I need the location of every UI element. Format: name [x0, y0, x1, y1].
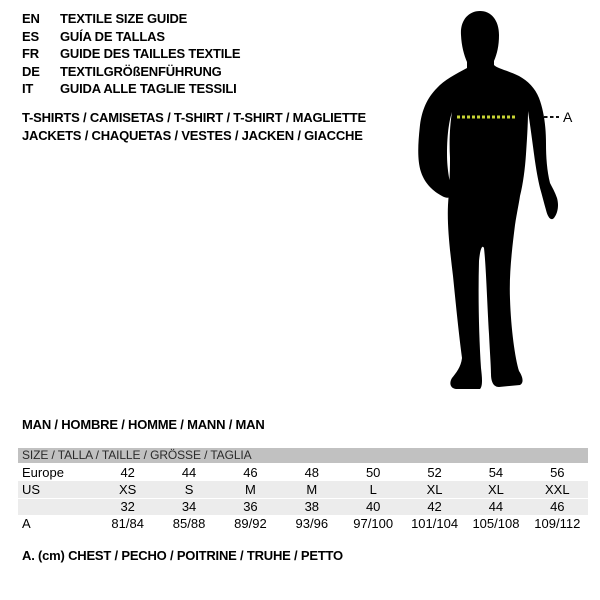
language-code: DE [22, 63, 40, 79]
size-value: M [245, 482, 256, 497]
gender-line: MAN / HOMBRE / HOMME / MANN / MAN [22, 417, 265, 432]
size-value: XS [119, 482, 137, 497]
size-value: 81/84 [111, 516, 144, 531]
size-value: 32 [120, 499, 135, 514]
measurement-note: A. (cm) CHEST / PECHO / POITRINE / TRUHE / PETTO [22, 548, 343, 563]
row-label: US [22, 482, 41, 497]
language-label: GUÍA DE TALLAS [60, 28, 165, 44]
language-list [22, 10, 240, 98]
size-value: 40 [365, 499, 381, 514]
size-value: S [184, 482, 194, 497]
language-row [22, 80, 240, 98]
size-value: 85/88 [172, 516, 206, 531]
language-row [22, 28, 240, 46]
measure-label-a: A [563, 109, 573, 125]
category-jackets: JACKETS / CHAQUETAS / VESTES / JACKEN / GIACCHE [22, 128, 363, 143]
size-value: XL [487, 482, 504, 497]
table-row-us [18, 481, 588, 498]
language-row [22, 45, 240, 63]
man-silhouette-shape [418, 11, 558, 389]
table-row-chest-a [18, 515, 588, 532]
language-label: TEXTILGRÖßENFÜHRUNG [60, 63, 222, 79]
size-value: 48 [304, 465, 320, 480]
size-value: XL [426, 482, 443, 497]
size-value: 97/100 [353, 516, 394, 531]
language-code: ES [22, 28, 39, 44]
table-row-europe [18, 464, 588, 481]
size-value: 89/92 [234, 516, 267, 531]
size-value: 46 [243, 465, 258, 480]
row-label [18, 499, 97, 515]
size-value: M [306, 482, 318, 497]
language-row [22, 63, 240, 81]
man-silhouette-svg [395, 0, 600, 412]
size-value: 46 [550, 499, 565, 514]
size-table [18, 448, 588, 532]
language-code: FR [22, 46, 39, 61]
language-code: EN [22, 11, 40, 26]
language-label: GUIDE DES TAILLES TEXTILE [60, 46, 241, 61]
language-label: TEXTILE SIZE GUIDE [60, 11, 188, 26]
size-value: 42 [120, 465, 135, 480]
garment-categories [22, 109, 366, 145]
man-silhouette-figure [395, 0, 600, 412]
size-value: L [369, 482, 377, 497]
size-value: 50 [365, 465, 381, 480]
row-label: A [22, 516, 31, 531]
size-value: 34 [181, 499, 197, 514]
size-value: 44 [488, 499, 504, 514]
size-value: 42 [427, 499, 442, 514]
size-value: 38 [304, 499, 320, 514]
language-code: IT [22, 81, 34, 96]
size-value: 54 [488, 465, 504, 480]
size-value: 101/104 [411, 516, 459, 531]
size-value: 44 [181, 465, 197, 480]
size-value: 105/108 [472, 516, 520, 531]
size-value: 109/112 [534, 516, 581, 531]
size-value: 52 [427, 465, 442, 480]
table-row-us-numeric [18, 498, 588, 515]
language-row [22, 10, 240, 28]
size-value: 56 [550, 465, 565, 480]
size-table-header: SIZE / TALLA / TAILLE / GRÖSSE / TAGLIA [18, 448, 588, 463]
category-tshirts: T-SHIRTS / CAMISETAS / T-SHIRT / T-SHIRT / MAGLIETTE [22, 110, 366, 125]
size-value: XXL [545, 482, 570, 497]
language-label: GUIDA ALLE TAGLIE TESSILI [60, 81, 237, 96]
size-value: 36 [243, 499, 258, 514]
size-value: 93/96 [295, 516, 329, 531]
row-label: Europe [22, 465, 64, 480]
